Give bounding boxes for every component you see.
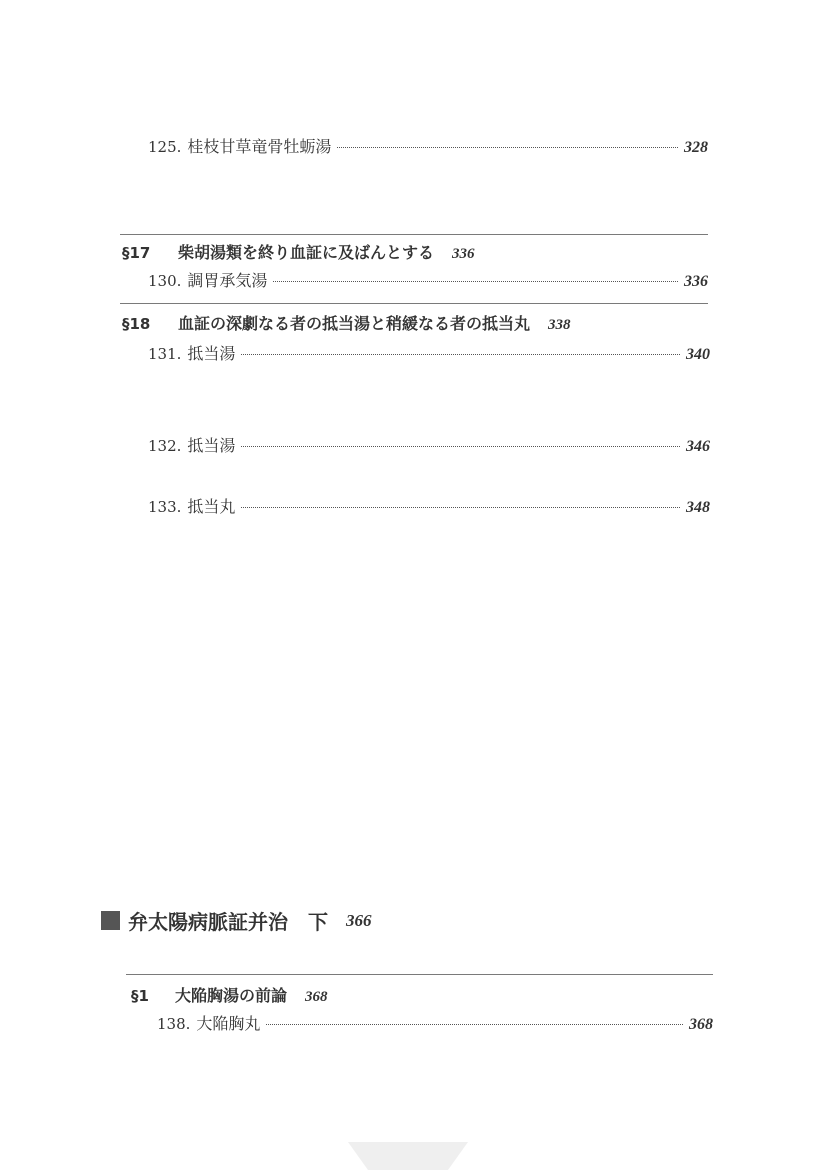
chapter-title: 弁太陽病脈証并治 下 bbox=[128, 910, 328, 934]
entry-number: 130. bbox=[148, 272, 182, 290]
section-mark: §17 bbox=[122, 244, 151, 262]
toc-entry-132[interactable] bbox=[148, 433, 710, 457]
section-title: 血証の深劇なる者の抵当湯と稍緩なる者の抵当丸 bbox=[178, 314, 531, 333]
section-page: 336 bbox=[452, 246, 475, 262]
section-divider bbox=[120, 303, 708, 304]
chapter-heading[interactable] bbox=[101, 906, 372, 935]
section-divider bbox=[120, 234, 708, 235]
entry-page: 328 bbox=[684, 139, 708, 156]
dot-leader bbox=[273, 281, 678, 282]
section-page: 368 bbox=[305, 989, 328, 1005]
toc-entry-133[interactable] bbox=[148, 494, 710, 518]
entry-page: 340 bbox=[686, 346, 710, 363]
entry-title: 抵当湯 bbox=[187, 436, 236, 455]
entry-page: 346 bbox=[686, 438, 710, 455]
entry-title: 抵当丸 bbox=[187, 497, 236, 516]
section-heading-18[interactable] bbox=[122, 311, 571, 334]
dot-leader bbox=[266, 1024, 683, 1025]
section-divider bbox=[126, 974, 713, 975]
entry-title: 桂枝甘草竜骨牡蛎湯 bbox=[187, 137, 332, 156]
dot-leader bbox=[337, 147, 678, 148]
entry-page: 336 bbox=[684, 273, 708, 290]
entry-number: 133. bbox=[148, 498, 182, 516]
square-bullet-icon bbox=[101, 911, 120, 930]
dot-leader bbox=[241, 507, 680, 508]
toc-entry-130[interactable] bbox=[148, 268, 708, 292]
entry-title: 大陥胸丸 bbox=[196, 1014, 261, 1033]
scan-shadow bbox=[348, 1142, 468, 1170]
section-mark: §1 bbox=[131, 987, 149, 1005]
section-heading-1[interactable] bbox=[131, 983, 328, 1006]
entry-page: 348 bbox=[686, 499, 710, 516]
entry-number: 131. bbox=[148, 345, 182, 363]
entry-number: 138. bbox=[157, 1015, 191, 1033]
entry-title: 調胃承気湯 bbox=[187, 271, 268, 290]
chapter-page: 366 bbox=[346, 910, 372, 930]
dot-leader bbox=[241, 354, 680, 355]
toc-entry-138[interactable] bbox=[157, 1011, 713, 1035]
section-page: 338 bbox=[548, 317, 571, 333]
entry-number: 125. bbox=[148, 138, 182, 156]
dot-leader bbox=[241, 446, 680, 447]
section-title: 大陥胸湯の前論 bbox=[175, 986, 288, 1005]
section-title: 柴胡湯類を終り血証に及ばんとする bbox=[178, 243, 435, 262]
entry-page: 368 bbox=[689, 1016, 713, 1033]
entry-title: 抵当湯 bbox=[187, 344, 236, 363]
toc-entry-131[interactable] bbox=[148, 341, 710, 365]
section-heading-17[interactable] bbox=[122, 240, 475, 263]
section-mark: §18 bbox=[122, 315, 151, 333]
entry-number: 132. bbox=[148, 437, 182, 455]
toc-entry-125[interactable] bbox=[148, 134, 708, 158]
